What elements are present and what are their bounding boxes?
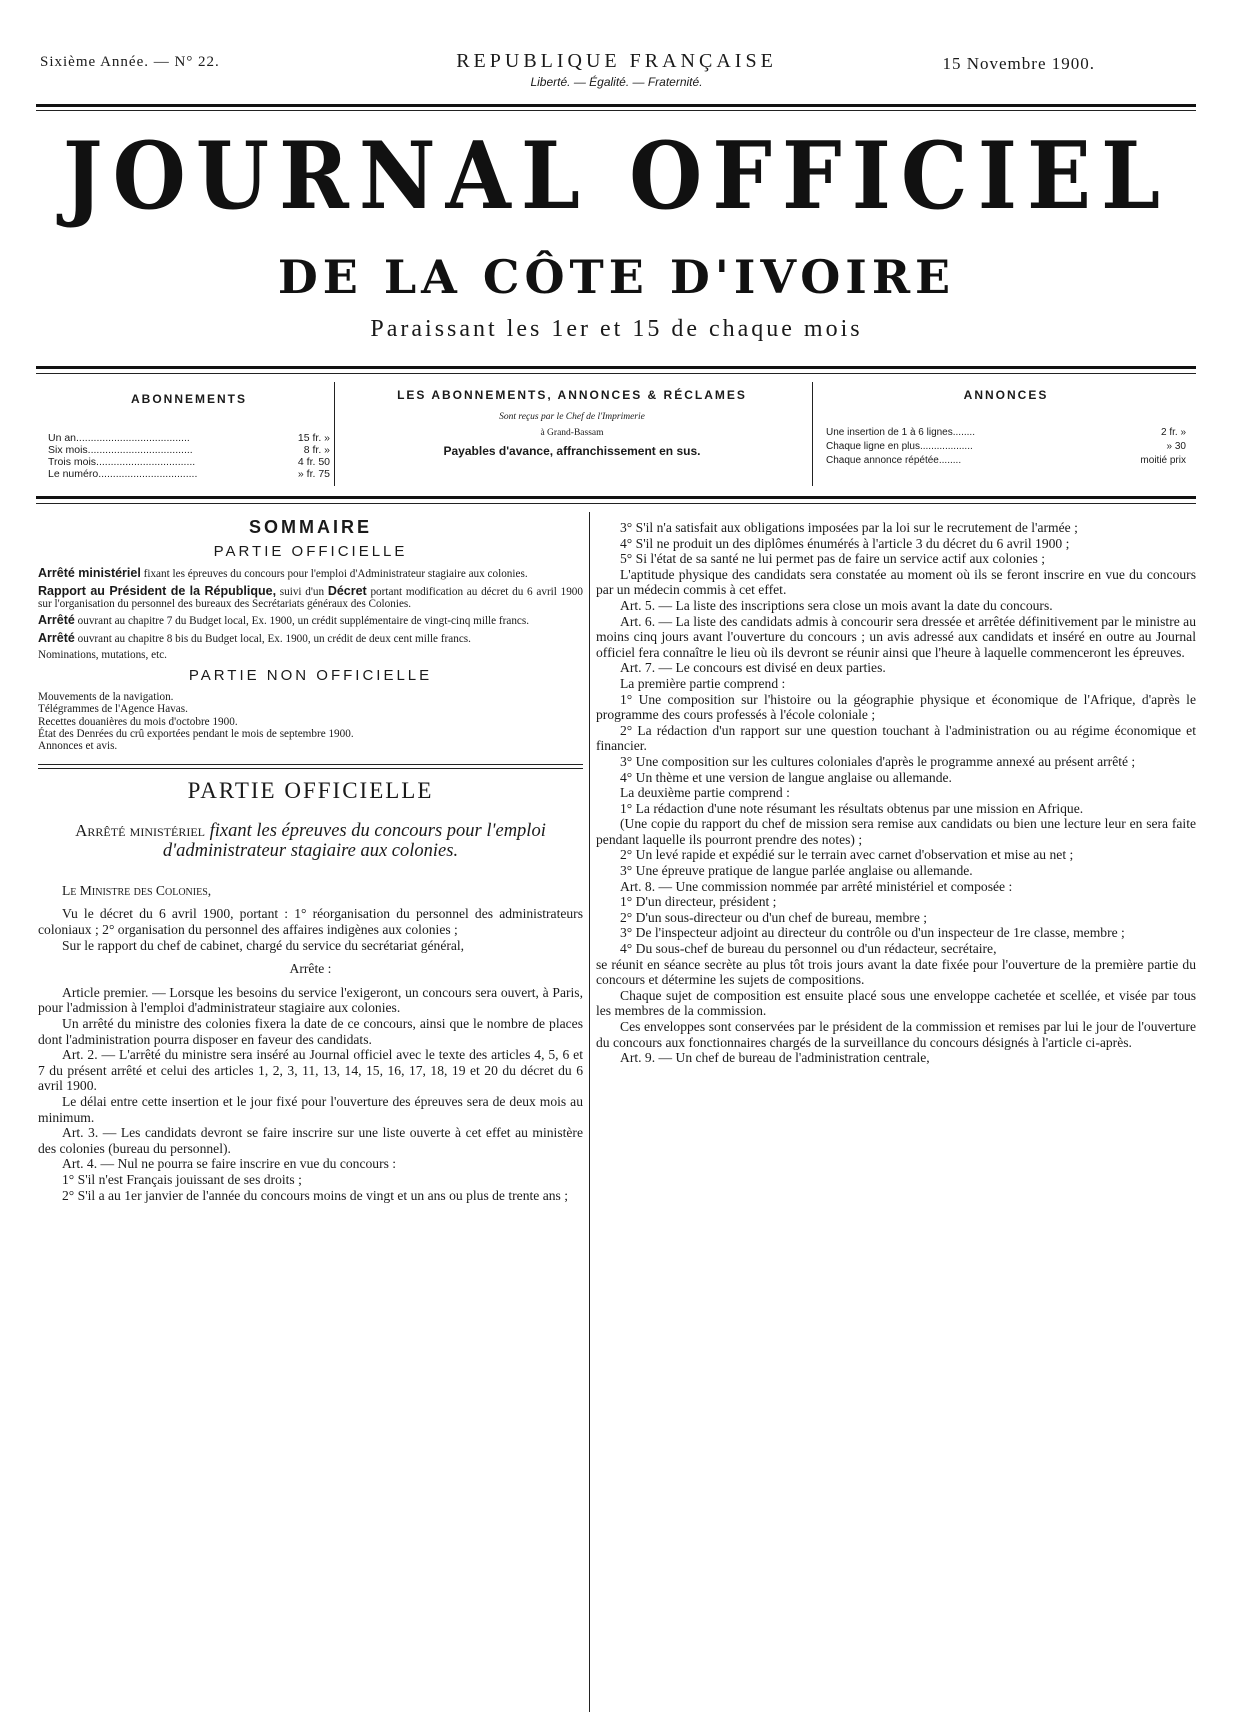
annonces-box	[826, 388, 1186, 468]
right-column	[596, 520, 1196, 1066]
sommaire-part-officielle: PARTIE OFFICIELLE	[213, 542, 408, 560]
annonces-heading: ANNONCES	[963, 388, 1049, 402]
article-paragraph: 1° La rédaction d'une note résumant les résultats obtenus par une mission en Afrique.	[620, 800, 1084, 816]
article-paragraph: Ces enveloppes sont conservées par le président de la commission et remises par lui le jour de l'ouverture du concours aux fonctionnaires chargés de la surveillance du concours désignés à l'article ci-après.	[596, 1019, 1196, 1050]
article-paragraph: Art. 6. — La liste des candidats admis à concourir sera dressée et arrêtée définitivement par le ministre au moins cinq jours avant l'ouverture du concours ; un avis adressé aux candidats et inséré en outre au Journal officiel fera connaître le lieu où ils devront se réunir ainsi que l'heure à laquelle commenceront les épreuves.	[596, 613, 1197, 660]
article-paragraph: Art. 8. — Une commission nommée par arrêté ministériel et composée :	[620, 878, 1013, 894]
sommaire-item: Arrêté ministériel fixant les épreuves du concours pour l'emploi d'Administrateur stagiaire aux colonies.	[38, 566, 528, 581]
masthead-rule-thin	[36, 373, 1196, 374]
reclames-box	[340, 388, 804, 458]
annonce-row: Chaque annonce répétée........ moitié prix	[826, 455, 1186, 466]
article-paragraph: 3° Une épreuve pratique de langue parlée anglaise ou allemande.	[620, 863, 973, 879]
masthead-rule	[36, 366, 1196, 369]
issue-date: 15 Novembre 1900.	[942, 54, 1095, 73]
article-paragraph: 2° D'un sous-directeur ou d'un chef de bureau, membre ;	[620, 909, 928, 925]
section-rule	[38, 764, 583, 765]
edition-number: Sixième Année. — N° 22.	[40, 54, 220, 70]
list-item: Recettes douanières du mois d'octobre 1900.	[38, 715, 238, 728]
column-divider	[589, 512, 590, 1712]
arrete-title: Arrêté ministériel fixant les épreuves du concours pour l'emploi d'administrateur stagiaire aux colonies.	[75, 820, 546, 861]
article-paragraph: Vu le décret du 6 avril 1900, portant : 1° réorganisation du personnel des administrateurs coloniaux ; 2° organisation du personnel des affaires indigènes aux colonies ;	[38, 906, 583, 938]
masthead-title: JOURNAL OFFICIEL	[62, 121, 1171, 230]
article-paragraph: La première partie comprend :	[620, 675, 786, 691]
periodicity-line: Paraissant les 1er et 15 de chaque mois	[370, 316, 863, 342]
article-paragraph: 2° S'il a au 1er janvier de l'année du concours moins de vingt et un ans ou plus de trente ans ;	[62, 1187, 569, 1203]
arrete-line: Arrête :	[289, 961, 332, 977]
article-paragraph: L'aptitude physique des candidats sera constatée au moment où ils se feront inscrire en vue du concours par un médecin commis à cet effet.	[596, 566, 1196, 598]
article-paragraph: Art. 5. — La liste des inscriptions sera close un mois avant la date du concours.	[620, 597, 1053, 613]
list-item: Annonces et avis.	[38, 740, 118, 753]
minister-line: Le Ministre des Colonies,	[62, 882, 212, 898]
partie-officielle-heading: PARTIE OFFICIELLE	[187, 778, 434, 804]
article-paragraph: 4° Un thème et une version de langue anglaise ou allemande.	[620, 769, 952, 785]
annonce-row: Chaque ligne en plus................... » 30	[826, 441, 1186, 452]
article-paragraph: La deuxième partie comprend :	[620, 785, 790, 801]
sommaire-nominations: Nominations, mutations, etc.	[38, 649, 167, 662]
republic-motto: Liberté. — Égalité. — Fraternité.	[530, 75, 703, 89]
subscriptions-box	[48, 392, 330, 480]
top-rule-thin	[36, 110, 1196, 111]
annonce-row: Une insertion de 1 à 6 lignes........ 2 fr. »	[826, 427, 1186, 438]
article-paragraph: Art. 3. — Les candidats devront se faire inscrire sur une liste ouverte à cet effet au ministère des colonies (bureau du personnel).	[38, 1125, 583, 1156]
subscription-row: Trois mois.................................. 4 fr. 50	[48, 456, 330, 468]
article-paragraph: Art. 7. — Le concours est divisé en deux parties.	[620, 660, 886, 676]
article-paragraph: Article premier. — Lorsque les besoins du service l'exigeront, un concours sera ouvert, à Paris, pour l'admission à l'emploi d'administrateur stagiaire aux colonies.	[38, 984, 583, 1016]
subscriptions-heading: ABONNEMENTS	[130, 392, 247, 406]
article-paragraph: 4° Du sous-chef de bureau du personnel ou d'un rédacteur, secrétaire,	[620, 941, 997, 957]
reclames-line1: Sont reçus par le Chef de l'Imprimerie	[499, 412, 645, 422]
article-paragraph: 4° S'il ne produit un des diplômes énumérés à l'article 3 du décret du 6 avril 1900 ;	[620, 535, 1070, 551]
article-paragraph: 1° S'il n'est Français jouissant de ses droits ;	[62, 1171, 302, 1187]
box-divider	[812, 382, 813, 486]
article-paragraph: 3° Une composition sur les cultures coloniales d'après le programme annexé au présent arrêté ;	[620, 753, 1136, 769]
article-paragraph: Le délai entre cette insertion et le jour fixé pour l'ouverture des épreuves sera de deux mois au minimum.	[38, 1093, 583, 1125]
article-paragraph: 2° Un levé rapide et expédié sur le terrain avec carnet d'observation et mise au net ;	[620, 847, 1074, 863]
list-item: Mouvements de la navigation.	[38, 691, 174, 704]
top-rule	[36, 104, 1196, 107]
box-divider	[334, 382, 335, 486]
article-paragraph: Art. 4. — Nul ne pourra se faire inscrire en vue du concours :	[62, 1156, 397, 1172]
article-paragraph: 3° De l'inspecteur adjoint au directeur du contrôle ou d'un inspecteur de 1re classe, membre ;	[620, 925, 1125, 941]
republic-title: REPUBLIQUE FRANÇAISE	[456, 50, 777, 72]
reclames-line3: Payables d'avance, affranchissement en sus.	[443, 444, 701, 458]
sommaire-item: Arrêté ouvrant au chapitre 7 du Budget local, Ex. 1900, un crédit supplémentaire de vingt-cinq mille francs.	[38, 613, 530, 628]
article-paragraph: 5° Si l'état de sa santé ne lui permet pas de faire un service actif aux colonies ;	[620, 551, 1045, 567]
article-paragraph: 2° La rédaction d'un rapport sur une question touchant à l'administration ou au régime économique et financier.	[596, 722, 1196, 754]
subscription-row: Six mois.................................... 8 fr. »	[48, 444, 330, 456]
article-paragraph: 3° S'il n'a satisfait aux obligations imposées par la loi sur le recrutement de l'armée ;	[620, 520, 1078, 535]
list-item: État des Denrées du crû exportées pendant le mois de septembre 1900.	[38, 727, 354, 740]
article-paragraph: 1° D'un directeur, président ;	[620, 894, 777, 910]
boxes-rule-thin	[36, 503, 1196, 504]
subscription-row: Le numéro.................................. » fr. 75	[48, 468, 330, 480]
sommaire-title: SOMMAIRE	[249, 517, 372, 537]
list-item: Télégrammes de l'Agence Havas.	[38, 703, 188, 716]
subscription-row: Un an....................................... 15 fr. »	[48, 432, 330, 444]
reclames-heading: LES ABONNEMENTS, ANNONCES & RÉCLAMES	[397, 388, 747, 402]
reclames-line2: à Grand-Bassam	[540, 428, 604, 438]
left-column	[38, 517, 583, 1203]
article-paragraph: 1° Une composition sur l'histoire ou la géographie physique et économique de l'Afrique, d'après le programme des cours professés à l'école coloniale ;	[596, 691, 1196, 723]
article-paragraph: Art. 2. — L'arrêté du ministre sera inséré au Journal officiel avec le texte des articles 4, 5, 6 et 7 du présent arrêté et celui des articles 1, 2, 3, 11, 13, 14, 15, 16, 17, 18, 19 et 20 du décret du 6 avril 1900.	[38, 1047, 583, 1094]
article-paragraph: (Une copie du rapport du chef de mission sera remise aux candidats ou bien une lecture leur en sera faite pendant laquelle ils pourront prendre des notes) ;	[596, 816, 1196, 847]
masthead-subtitle: DE LA CÔTE D'IVOIRE	[277, 250, 956, 304]
sommaire-part-non-officielle: PARTIE NON OFFICIELLE	[188, 666, 433, 684]
non-officielle-list	[38, 691, 583, 752]
article-paragraph: se réunit en séance secrète au plus tôt trois jours avant la date fixée pour l'ouverture de la première partie du concours et détermine les sujets de compositions.	[596, 956, 1196, 988]
article-paragraph: Art. 9. — Un chef de bureau de l'administration centrale,	[620, 1050, 930, 1066]
sommaire-item: Rapport au Président de la République, suivi d'un Décret portant modification au décret du 6 avril 1900 sur l'organisation du personnel des bureaux des Secrétariats généraux des Colonies.	[38, 583, 583, 610]
section-rule	[38, 768, 583, 769]
article-paragraph: Sur le rapport du chef de cabinet, chargé du service du secrétariat général,	[62, 937, 465, 953]
sommaire-item: Arrêté ouvrant au chapitre 8 bis du Budget local, Ex. 1900, un crédit de deux cent mille francs.	[38, 630, 471, 645]
article-paragraph: Un arrêté du ministre des colonies fixera la date de ce concours, ainsi que le nombre de places dont l'administration pourra disposer en faveur des candidats.	[38, 1015, 583, 1047]
article-paragraph: Chaque sujet de composition est ensuite placé sous une enveloppe cachetée et scellée, et visée par tous les membres de la commission.	[596, 987, 1196, 1019]
boxes-rule	[36, 496, 1196, 499]
